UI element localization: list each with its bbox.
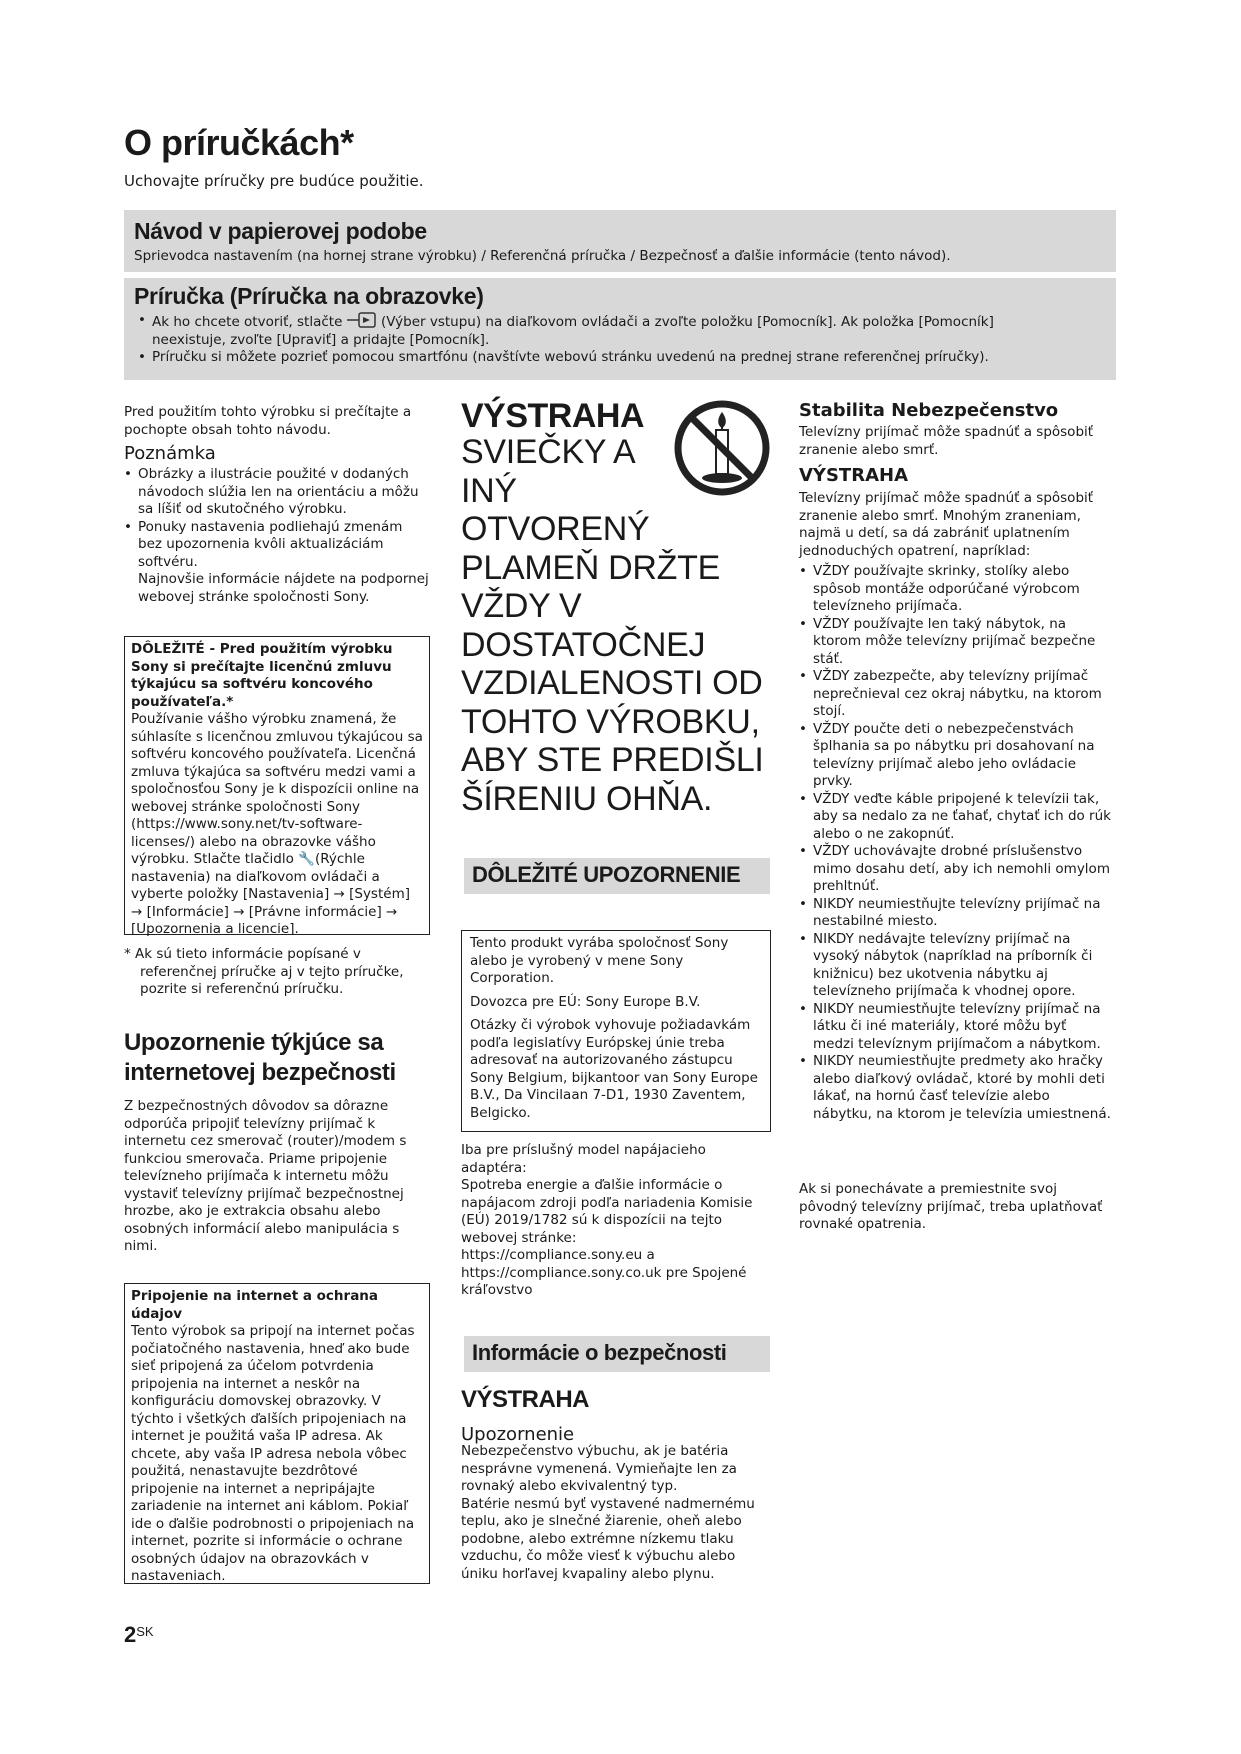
warning-line: SVIEČKY A: [461, 433, 636, 471]
stability-text: Televízny prijímač môže spadnúť a spôsobiť zranenie alebo smrť.: [799, 424, 1094, 458]
list-item: • VŽDY používajte skrinky, stolíky alebo spôsob montáže odporúčané výrobcom televízneho prijímača.: [799, 563, 1111, 616]
warning-title: VÝSTRAHA: [461, 397, 645, 435]
notice-p3: Otázky či výrobok vyhovuje požiadavkám podľa legislatívy Európskej únie treba adresovať na autorizovaného zástupcu Sony Belgium, bijkantoor van Sony Europe B.V., Da Vincilaan 7-D1, 1930 Zaventem, Belgicko.: [470, 1017, 758, 1121]
warning-line: DOSTATOČNEJ: [461, 625, 706, 664]
warning2-heading: VÝSTRAHA: [461, 1386, 590, 1413]
privacy-box: [124, 1283, 430, 1584]
caution-p2: Batérie nesmú byť vystavené nadmernému teplu, ako je slnečné žiarenie, oheň alebo podobne, alebo extrémne nízkemu tlaku vzduchu, čo môže viesť k výbuchu alebo úniku horľavej kvapaliny alebo plynu.: [461, 1495, 755, 1582]
item-text: neexistuje, zvoľte [Upraviť] a pridajte [Pomocník].: [152, 331, 490, 348]
warning-line: ŠÍRENIU OHŇA.: [461, 779, 713, 818]
screen-manual-list: [134, 312, 1104, 367]
input-select-icon: [347, 312, 377, 326]
privacy-text: Tento výrobok sa pripojí na internet počas počiatočného nastavenia, hneď ako bude sieť pripojená za účelom potvrdenia pripojenia na internet a neskôr na konfiguráciu domovskej obrazovky. V týchto i všetkých ďalších pripojeniach na internet je použitá vaša IP adresa. Ak chcete, aby vaša IP adresa nebola vôbec použitá, nenastavujte bezdrôtové pripojenie na internet a nepripájajte zariadenie na internet ani káblom. Pokiaľ ide o ďalšie podrobnosti o pripojeniach na internet, pozrite si informácie o ochrane osobných údajov na obrazovkách v nastaveniach.: [131, 1323, 415, 1584]
intro-text: Pred použitím tohto výrobku si prečítajte a pochopte obsah tohto návodu.: [124, 404, 412, 438]
list-item: • VŽDY poučte deti o nebezpečenstvách šplhania sa po nábytku pri dosahovaní na televízny prijímač alebo jeho ovládacie prvky.: [799, 721, 1111, 791]
energy-p1: Iba pre príslušný model napájacieho adaptéra:: [461, 1142, 706, 1176]
wrench-icon: 🔧: [298, 851, 315, 867]
page-number: $2^{SK}$: [124, 1622, 154, 1647]
list-item: • NIKDY nedávajte televízny prijímač na vysoký nábytok (napríklad na príborník či knižnicu) bez ukotvenia nábytku aj televízneho prijímača k vhodnej opore.: [799, 931, 1111, 1001]
caution-text: [461, 1443, 773, 1583]
list-item: • VŽDY veďte káble pripojené k televízii tak, aby sa nedalo za ne ťahať, chytať ich do rúk alebo o ne zakopnúť.: [799, 791, 1111, 844]
list-item: • VŽDY zabezpečte, aby televízny prijímač neprečnieval cez okraj nábytku, na ktorom stojí.: [799, 668, 1111, 721]
list-item: • Ak ho chcete otvoriť, stlačte (Výber vstupu) na diaľkovom ovládači a zvoľte položku [Pomocník]. Ak položka [Pomocník] neexistuje, zvoľte [Upraviť] a pridajte [Pomocník].: [138, 312, 994, 348]
stability-list: [799, 563, 1111, 1123]
paper-manual-heading: Návod v papierovej podobe: [134, 218, 427, 244]
list-item: • NIKDY neumiestňujte televízny prijímač na látku či iné materiály, ktoré môžu byť medzi televíznym prijímačom a nábytkom.: [799, 1001, 1111, 1054]
warning-line: INÝ: [461, 471, 517, 510]
warning-line: OTVORENÝ: [461, 510, 650, 548]
warning-line: ABY STE PREDIŠLI: [461, 741, 764, 779]
item-text: (Výber vstupu) na diaľkovom ovládači a zvoľte položku [Pomocník]. Ak položka [Pomocník]: [381, 314, 994, 330]
eula-heading: DÔLEŽITÉ - Pred použitím výrobku Sony si prečítajte licenčnú zmluvu týkajúcu sa softvéru koncového používateľa.*: [131, 641, 393, 710]
energy-p2: Spotreba energie a ďalšie informácie o napájacom zdroji podľa nariadenia Komisie (EÚ) 2019/1782 sú k dispozícii na tejto webovej stránke:: [461, 1177, 753, 1246]
paper-manual-text: Sprievodca nastavením (na hornej strane výrobku) / Referenčná príručka / Bezpečnosť a ďalšie informácie (tento návod).: [134, 248, 951, 264]
energy-p3: https://compliance.sony.eu a: [461, 1247, 655, 1263]
list-item: • VŽDY používajte len taký nábytok, na ktorom môže televízny prijímač bezpečne stáť.: [799, 616, 1111, 669]
stability-warning-text: Televízny prijímač môže spadnúť a spôsobiť zranenie alebo smrť. Mnohým zraneniam, najmä u detí, sa dá zabrániť uplatnením jednoduchých opatrení, napríklad:: [799, 490, 1094, 559]
caution-p1: Nebezpečenstvo výbuchu, ak je batéria nesprávne vymenená. Vymieňajte len za rovnaký alebo ekvivalentný typ.: [461, 1443, 737, 1494]
energy-info: [461, 1142, 773, 1300]
warning-line: TOHTO VÝROBKU,: [461, 702, 760, 741]
page-subtitle: Uchovajte príručky pre budúce použitie.: [124, 172, 424, 190]
item-text: Ak ho chcete otvoriť, stlačte: [152, 314, 343, 330]
safety-heading: Informácie o bezpečnosti: [472, 1340, 727, 1365]
list-item: • VŽDY uchovávajte drobné príslušenstvo mimo dosahu detí, aby ich nemohli omylom prehltnúť.: [799, 843, 1111, 896]
screen-manual-band: [124, 278, 1116, 380]
eula-box: [124, 636, 430, 935]
paper-manual-band: [124, 210, 1116, 272]
list-item: • Obrázky a ilustrácie použité v dodaných návodoch slúžia len na orientáciu a môžu sa líšiť od skutočného výrobku.: [124, 466, 430, 519]
footnote: * Ak sú tieto informácie popísané v referenčnej príručke aj v tejto príručke, pozrite si referenčnú príručku.: [124, 946, 404, 997]
security-heading: Upozornenie týkjúce sa internetovej bezpečnosti: [124, 1029, 396, 1086]
energy-p4: https://compliance.sony.co.uk pre Spojené kráľovstvo: [461, 1264, 747, 1298]
notice-p2: Dovozca pre EÚ: Sony Europe B.V.: [470, 993, 701, 1010]
page-title: O príručkách*: [124, 122, 354, 163]
warning-line: PLAMEŇ DRŽTE: [461, 548, 720, 587]
stability-closing: Ak si ponechávate a premiestnite svoj pôvodný televízny prijímač, treba uplatňovať rovnaké opatrenia.: [799, 1181, 1103, 1232]
eula-text: Používanie vášho výrobku znamená, že súhlasíte s licenčnou zmluvou týkajúcou sa softvéru koncového používateľa. Licenčná zmluva týkajúca sa softvéru medzi vami a spoločnosťou Sony je k dispozícii online na webovej stránke spoločnosti Sony (https://www.sony.net/tv-software-licenses/) alebo na obrazovke vášho výrobku. Stlačte tlačidlo 🔧(Rýchle nastavenia) na diaľkovom ovládači a vyberte položky [Nastavenia] → [Systém] → [Informácie] → [Právne informácie] → [Upozornenia a licencie].: [131, 711, 423, 937]
warning-text: [461, 433, 781, 818]
list-item: • NIKDY neumiestňujte televízny prijímač na nestabilné miesto.: [799, 896, 1111, 931]
notes-list: [124, 466, 430, 606]
notice-p1: Tento produkt vyrába spoločnosť Sony alebo je vyrobený v mene Sony Corporation.: [470, 935, 729, 986]
important-notice-heading: DÔLEŽITÉ UPOZORNENIE: [472, 862, 741, 887]
list-item: • NIKDY neumiestňujte predmety ako hračky alebo diaľkový ovládač, ktoré by mohli deti lákať, na hornú časť televízie alebo nábytku, na ktorom je televízia umiestnená.: [799, 1053, 1111, 1123]
list-item: • Príručku si môžete pozrieť pomocou smartfónu (navštívte webovú stránku uvedenú na prednej strane referenčnej príručky).: [138, 349, 989, 365]
screen-manual-heading: Príručka (Príručka na obrazovke): [134, 283, 484, 309]
privacy-heading: Pripojenie na internet a ochrana údajov: [131, 1288, 379, 1322]
item-text: Príručku si môžete pozrieť pomocou smartfónu (navštívte webovú stránku uvedenú na prednej strane referenčnej príručky).: [152, 349, 989, 365]
caution-heading: Upozornenie: [461, 1424, 575, 1445]
stability-warning-heading: VÝSTRAHA: [799, 465, 908, 486]
important-notice-header: [464, 858, 770, 894]
notice-box: [461, 930, 771, 1132]
notes-heading: Poznámka: [124, 443, 216, 464]
list-item: • Ponuky nastavenia podliehajú zmenám bez upozornenia kvôli aktualizáciám softvéru. Najnovšie informácie nájdete na podpornej webovej stránke spoločnosti Sony.: [124, 519, 430, 607]
safety-header: [464, 1336, 770, 1372]
warning-line: VŽDY V: [461, 587, 582, 625]
warning-line: VZDIALENOSTI OD: [461, 664, 763, 702]
security-text: Z bezpečnostných dôvodov sa dôrazne odporúča pripojiť televízny prijímač k internetu cez smerovač (router)/modem s funkciou smerovača. Priame pripojenie televízneho prijímača k internetu môžu vystaviť televízny prijímač bezpečnostnej hrozbe, ako je extrakcia obsahu alebo osobných informácií alebo manipulácia s nimi.: [124, 1098, 407, 1254]
stability-heading: Stabilita Nebezpečenstvo: [799, 400, 1059, 421]
